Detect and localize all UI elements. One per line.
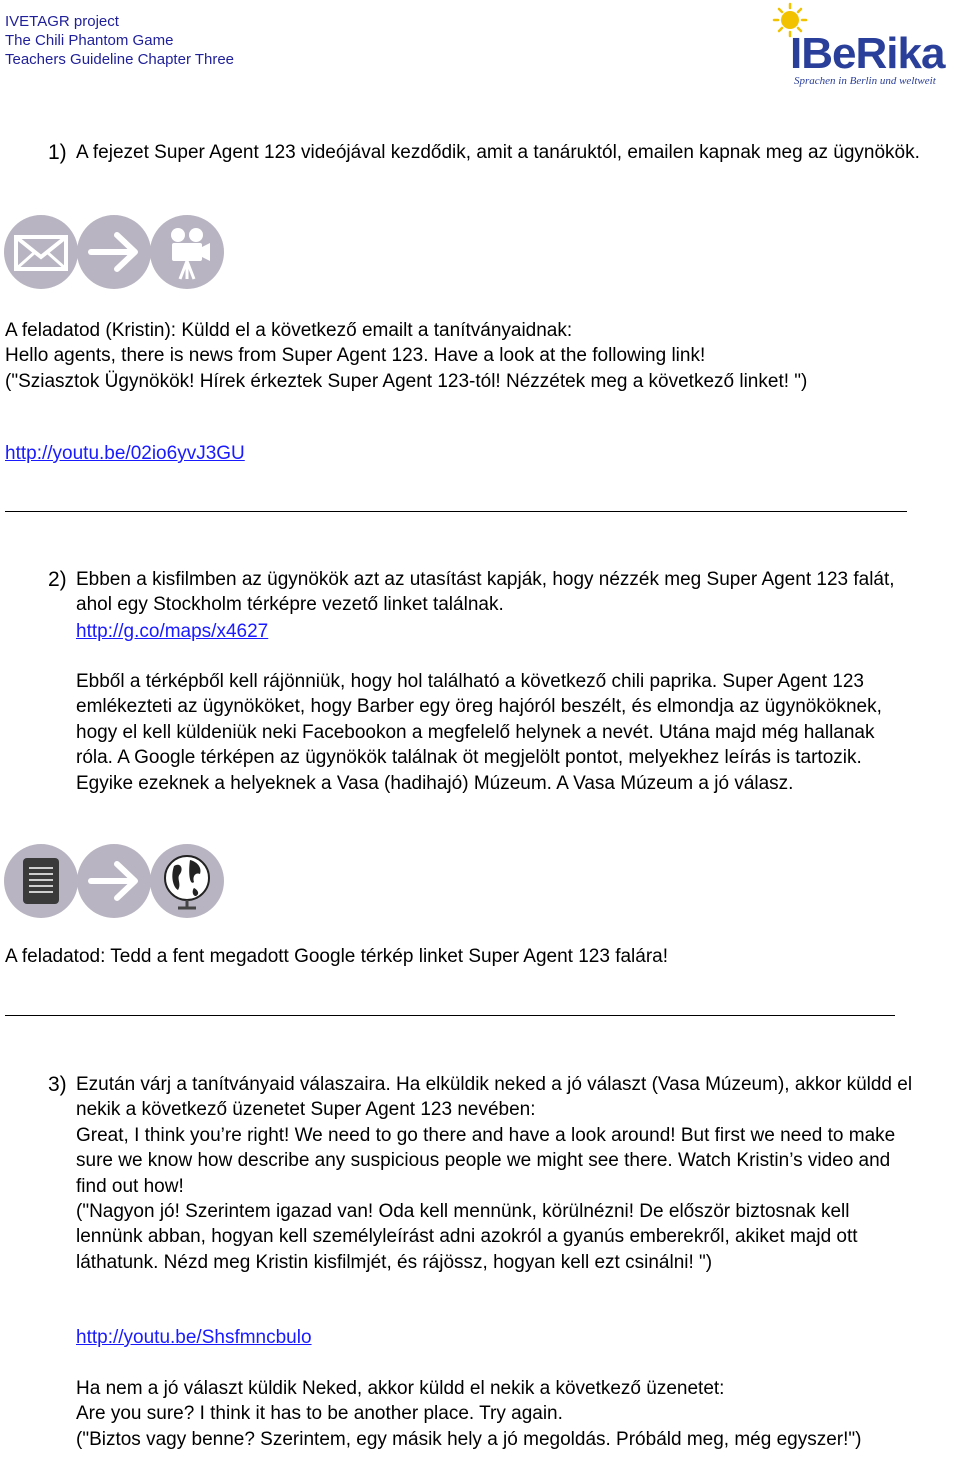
youtube-link-1[interactable]: http://youtu.be/02io6yvJ3GU xyxy=(5,443,245,464)
wrong-hungarian: ("Biztos vagy benne? Szerintem, egy másik hely a jó megoldás. Próbáld meg, még egyszer!") xyxy=(76,1428,862,1450)
logo-tagline: Sprachen in Berlin und weltweit xyxy=(794,75,936,87)
wrong-answer-block xyxy=(76,1376,921,1452)
wrong-intro: Ha nem a jó választ küldik Neked, akkor küldd el nekik a következő üzenetet: xyxy=(76,1378,725,1399)
document-header xyxy=(5,12,234,69)
section-1-icon-row xyxy=(4,215,224,291)
divider-1 xyxy=(5,511,907,512)
logo-brand-text: IBeRika xyxy=(790,29,945,78)
envelope-icon xyxy=(4,215,78,289)
section-2-number: 2) xyxy=(48,568,67,591)
game-title: The Chili Phantom Game xyxy=(5,32,174,49)
arrow-right-icon xyxy=(77,844,151,918)
arrow-right-icon xyxy=(77,215,151,289)
divider-2 xyxy=(5,1015,895,1016)
task-instruction: A feladatod (Kristin): Küldd el a következő emailt a tanítványaidnak: xyxy=(5,320,573,341)
section-1-task xyxy=(5,318,925,394)
section-1-text: A fejezet Super Agent 123 videójával kezdődik, amit a tanáruktól, emailen kapnak meg az ügynökök. xyxy=(76,142,920,163)
project-name: IVETAGR project xyxy=(5,13,119,30)
section-1-number: 1) xyxy=(48,141,67,164)
wrong-english: Are you sure? I think it has to be another place. Try again. xyxy=(76,1403,563,1425)
youtube-link-2[interactable]: http://youtu.be/Shsfmncbulo xyxy=(76,1327,312,1348)
document-icon xyxy=(4,844,78,918)
globe-icon xyxy=(150,844,224,918)
google-maps-link[interactable]: http://g.co/maps/x4627 xyxy=(76,621,269,642)
message-english: Great, I think you’re right! We need to go there and have a look around! But first we need to make sure we know how describe any suspicious people we might see there. Watch Kristin’s video and find out how! xyxy=(76,1125,896,1197)
section-3-number: 3) xyxy=(48,1073,67,1096)
iberika-logo xyxy=(772,2,958,90)
section-2-icon-row xyxy=(4,844,224,920)
email-english: Hello agents, there is news from Super Agent 123. Have a look at the following link! xyxy=(5,345,706,367)
section-2-text: Ebben a kisfilmben az ügynökök azt az utasítást kapják, hogy nézzék meg Super Agent 123 falát, ahol egy Stockholm térképre vezető linket találnak. xyxy=(76,569,895,616)
video-camera-icon xyxy=(150,215,224,289)
message-hungarian: ("Nagyon jó! Szerintem igazad van! Oda kell mennünk, körülnézni! De először biztosnak kell lennünk abban, hogyan kell személyleírást adni azokról a gyanús emberekről, akiket majd ott láthatunk. Nézd meg Kristin kisfilmjét, és rájössz, hogyan kell ezt csinálni! ") xyxy=(76,1201,858,1273)
section-3-text: Ezután várj a tanítványaid válaszaira. Ha elküldik neked a jó választ (Vasa Múzeum), akkor küldd el nekik a következő üzenetet Super Agent 123 nevében: xyxy=(76,1074,913,1121)
section-2-paragraph: Ebből a térképből kell rájönniük, hogy hol található a következő chili paprika. Super Agent 123 emlékezteti az ügynököket, hogy Barber egy öreg hajóról beszélt, és elmondja az ügynököknek, hogy el kell küldeniük neki Facebookon a megfelelő helynek a nevét. Utána majd még hallanak róla. A Google térképen az ügynökök találnak öt megjelölt pontot, melyekhez leírás is tartozik. Egyike ezeknek a helyeknek a Vasa (hadihajó) Múzeum. A Vasa Múzeum a jó válasz. xyxy=(76,671,882,794)
email-hungarian: ("Sziasztok Ügynökök! Hírek érkeztek Super Agent 123-tól! Nézzétek meg a következő linket! ") xyxy=(5,370,808,392)
guideline-chapter: Teachers Guideline Chapter Three xyxy=(5,51,235,68)
section-2-task: A feladatod: Tedd a fent megadott Google térkép linket Super Agent 123 falára! xyxy=(5,946,669,967)
